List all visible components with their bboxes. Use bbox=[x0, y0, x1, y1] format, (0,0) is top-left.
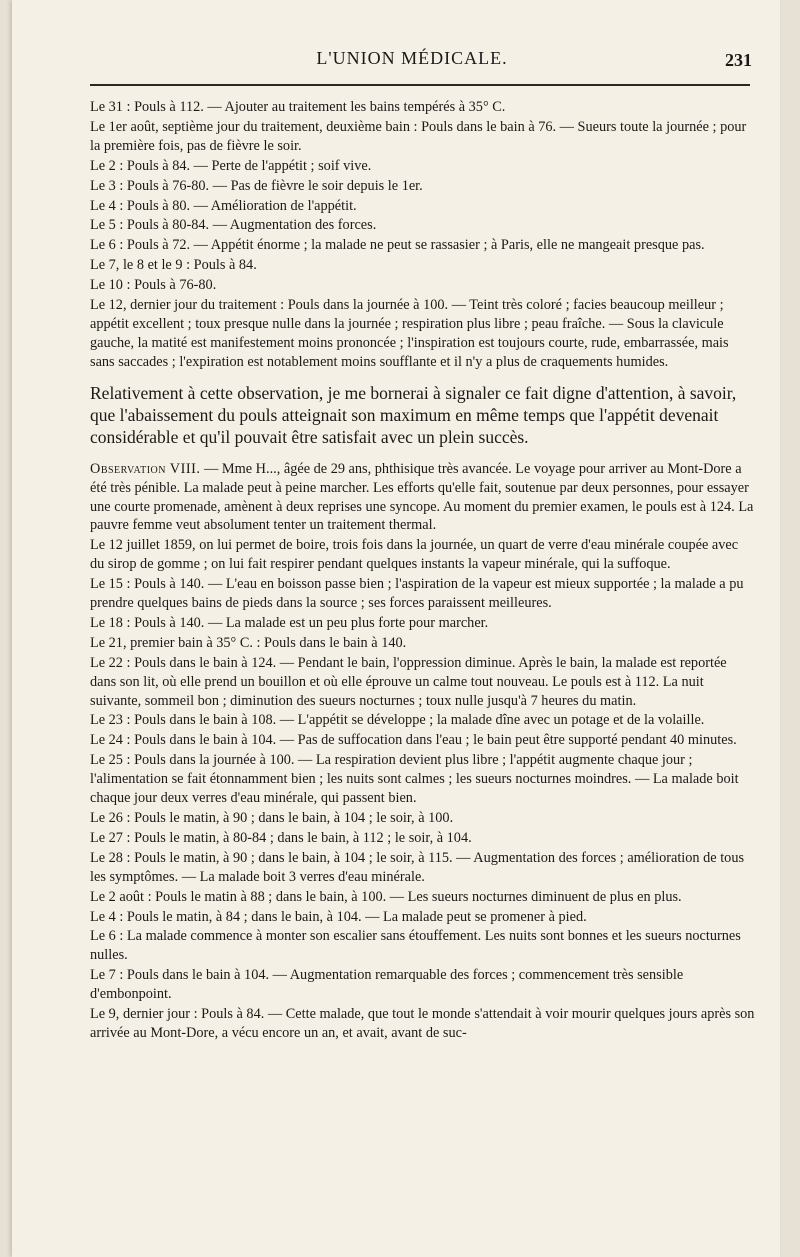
entry: Le 28 : Pouls le matin, à 90 ; dans le bain, à 104 ; le soir, à 115. — Augmentation des forces ; amélioration de tous les symptômes. — La malade boit 3 verres d'eau minérale. bbox=[90, 849, 745, 885]
book-page bbox=[12, 0, 780, 1257]
observation-vii-entries bbox=[90, 98, 755, 372]
entry: Le 4 : Pouls à 80. — Amélioration de l'appétit. bbox=[90, 197, 357, 214]
entry: Le 15 : Pouls à 140. — L'eau en boisson passe bien ; l'aspiration de la vapeur est mieux supportée ; la malade a pu prendre quelques bains de pieds dans la source ; ses forces paraissent meilleures. bbox=[90, 576, 744, 612]
author-comment: Relativement à cette observation, je me bornerai à signaler ce fait digne d'attention, à savoir, que l'abaissement du pouls atteignait son maximum en même temps que l'appétit devenait considérable et qu'il pouvait être satisfait avec un plein succès. bbox=[90, 382, 737, 447]
entry: Le 23 : Pouls dans le bain à 108. — L'appétit se développe ; la malade dîne avec un potage et de la volaille. bbox=[90, 712, 705, 729]
entry: Le 7 : Pouls dans le bain à 104. — Augmentation remarquable des forces ; commencement très sensible d'embonpoint. bbox=[90, 967, 684, 1003]
entry: Le 4 : Pouls le matin, à 84 ; dans le bain, à 104. — La malade peut se promener à pied. bbox=[90, 908, 587, 925]
entry: Le 12, dernier jour du traitement : Pouls dans la journée à 100. — Teint très coloré ; facies beaucoup meilleur ; appétit excellent ; toux presque nulle dans la journée ; respiration plus libre ; peau fraîche. — Sous la clavicule gauche, la matité est manifestement moins prononcée ; l'inspiration est toujours courte, rude, embarrassée, mais sans saccades ; l'expiration est notablement moins soufflante et il n'y a plus de craquements humides. bbox=[90, 297, 729, 370]
entry: Le 21, premier bain à 35° C. : Pouls dans le bain à 140. bbox=[90, 634, 407, 651]
observation-viii-intro bbox=[90, 460, 755, 536]
entry: Le 22 : Pouls dans le bain à 124. — Pendant le bain, l'oppression diminue. Après le bain, la malade est reportée dans son lit, où elle prend un bouillon et où elle éprouve un calme tout nouveau. Le pouls est à 112. La nuit suivante, sommeil bon ; diminution des sueurs nocturnes ; toux nulle jusqu'à 7 heures du matin. bbox=[90, 654, 727, 709]
entry: Le 18 : Pouls à 140. — La malade est un peu plus forte pour marcher. bbox=[90, 614, 489, 631]
entry: Le 24 : Pouls dans le bain à 104. — Pas de suffocation dans l'eau ; le bain peut être supporté pendant 40 minutes. bbox=[90, 732, 737, 749]
entry: Le 6 : Pouls à 72. — Appétit énorme ; la malade ne peut se rassasier ; à Paris, elle ne mangeait presque pas. bbox=[90, 237, 705, 254]
page-number: 231 bbox=[725, 50, 752, 70]
entry: Le 1er août, septième jour du traitement, deuxième bain : Pouls dans le bain à 76. — Sueurs toute la journée ; pour la première fois, pas de fièvre le soir. bbox=[90, 118, 747, 154]
observation-intro-text: — Mme H..., âgée de 29 ans, phthisique très avancée. Le voyage pour arriver au Mont-Dore a été très pénible. La malade peut à peine marcher. Les efforts qu'elle fait, soutenue par deux personnes, pour essayer une courte promenade, amènent à deux reprises une syncope. Au moment du premier examen, le pouls est à 124. La pauvre femme veut absolument tenter un traitement thermal. bbox=[90, 460, 754, 534]
entry: Le 26 : Pouls le matin, à 90 ; dans le bain, à 104 ; le soir, à 100. bbox=[90, 810, 454, 826]
entry: Le 10 : Pouls à 76-80. bbox=[90, 277, 217, 294]
entry: Le 6 : La malade commence à monter son escalier sans étouffement. Les nuits sont bonnes et les sueurs nocturnes nulles. bbox=[90, 928, 741, 964]
running-head bbox=[72, 48, 752, 74]
entry: Le 5 : Pouls à 80-84. — Augmentation des forces. bbox=[90, 217, 377, 234]
body-text bbox=[90, 98, 755, 1044]
entry: Le 12 juillet 1859, on lui permet de boire, trois fois dans la journée, un quart de verre d'eau minérale coupée avec du sirop de gomme ; on lui fait respirer pendant quelques instants la vapeur minérale, qui la suffoque. bbox=[90, 537, 739, 573]
entry: Le 25 : Pouls dans la journée à 100. — La respiration devient plus libre ; l'appétit augmente chaque jour ; l'alimentation se fait étonnamment bien ; les nuits sont calmes ; les sueurs nocturnes moindres. — La malade boit chaque jour deux verres d'eau minérale, qui passent bien. bbox=[90, 752, 739, 807]
entry: Le 9, dernier jour : Pouls à 84. — Cette malade, que tout le monde s'attendait à voir mourir quelques jours après son arrivée au Mont-Dore, a vécu encore un an, et avait, avant de suc- bbox=[90, 1006, 755, 1041]
entry: Le 3 : Pouls à 76-80. — Pas de fièvre le soir depuis le 1er. bbox=[90, 177, 423, 194]
observation-viii-entries bbox=[90, 536, 755, 1043]
entry: Le 7, le 8 et le 9 : Pouls à 84. bbox=[90, 257, 257, 274]
entry: Le 27 : Pouls le matin, à 80-84 ; dans le bain, à 112 ; le soir, à 104. bbox=[90, 829, 472, 846]
entry: Le 2 août : Pouls le matin à 88 ; dans le bain, à 100. — Les sueurs nocturnes diminuent de plus en plus. bbox=[90, 888, 682, 905]
entry: Le 31 : Pouls à 112. — Ajouter au traitement les bains tempérés à 35° C. bbox=[90, 99, 506, 115]
running-title: L'UNION MÉDICALE. bbox=[316, 48, 508, 68]
entry: Le 2 : Pouls à 84. — Perte de l'appétit ; soif vive. bbox=[90, 157, 372, 174]
observation-label: Observation VIII. bbox=[90, 460, 201, 477]
header-rule bbox=[90, 84, 750, 86]
